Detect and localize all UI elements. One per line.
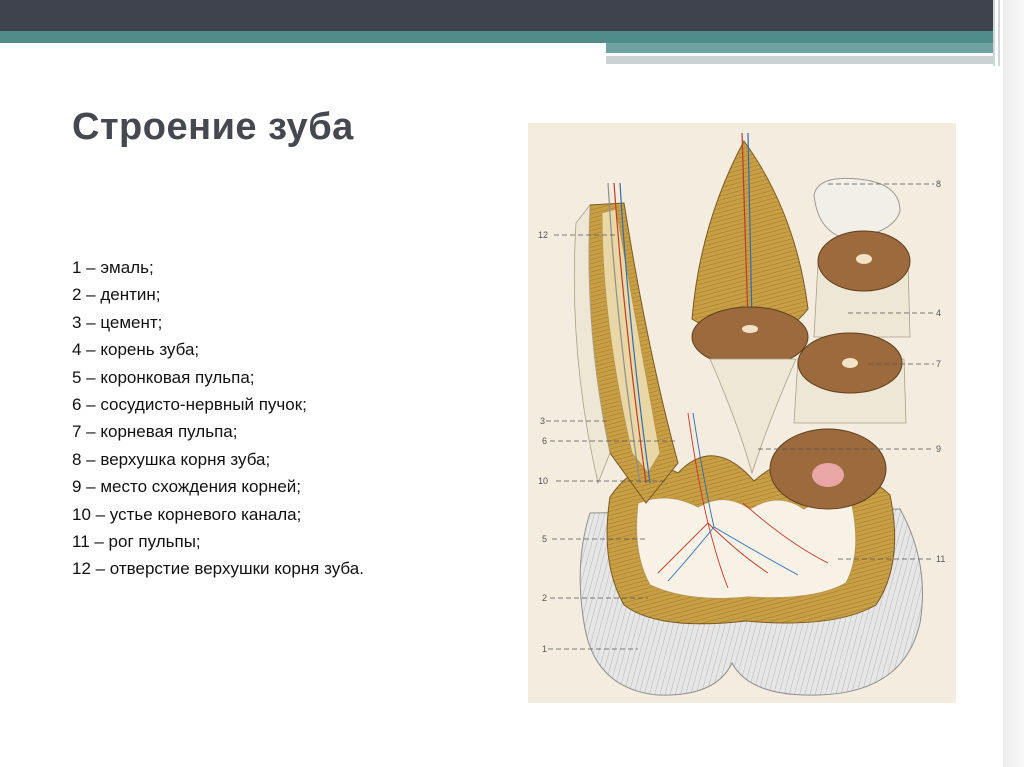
figure-label-10: 10 (538, 476, 549, 486)
figure-label-12: 12 (538, 230, 549, 240)
legend-list (72, 254, 364, 583)
figure-label-5: 5 (542, 534, 548, 544)
figure-label-7: 7 (936, 359, 942, 369)
slide-right-border (1003, 0, 1024, 767)
figure-label-4: 4 (936, 308, 942, 318)
legend-item: 9 – место схождения корней; (72, 477, 302, 497)
figure-label-3: 3 (540, 416, 546, 426)
legend-item: 4 – корень зуба; (72, 340, 200, 360)
legend-item: 8 – верхушка корня зуба; (72, 449, 271, 469)
header-accent-stripe-secondary (606, 43, 1000, 53)
legend-item: 7 – корневая пульпа; (72, 422, 238, 442)
slide-title: Строение зуба (72, 106, 354, 148)
legend-item: 11 – рог пульпы; (72, 532, 201, 552)
header-accent-stripe (0, 31, 1000, 43)
legend-item: 1 – эмаль; (72, 258, 154, 277)
legend-item: 5 – коронковая пульпа; (72, 367, 255, 387)
legend-item: 2 – дентин; (72, 285, 161, 305)
figure-label-1: 1 (542, 644, 548, 654)
figure-label-9: 9 (936, 444, 942, 454)
figure-label-8: 8 (936, 179, 942, 189)
legend-item: 6 – сосудисто-нервный пучок; (72, 395, 307, 415)
figure-label-6: 6 (542, 436, 548, 446)
legend-item: 10 – устье корневого канала; (72, 504, 302, 524)
figure-label-11: 11 (936, 554, 946, 564)
header-accent-stripe-light (606, 56, 1000, 64)
legend-item: 3 – цемент; (72, 312, 163, 332)
figure-label-2: 2 (542, 593, 548, 603)
legend-item: 12 – отверстие верхушки корня зуба. (72, 559, 364, 579)
tooth-illustration (528, 123, 956, 703)
